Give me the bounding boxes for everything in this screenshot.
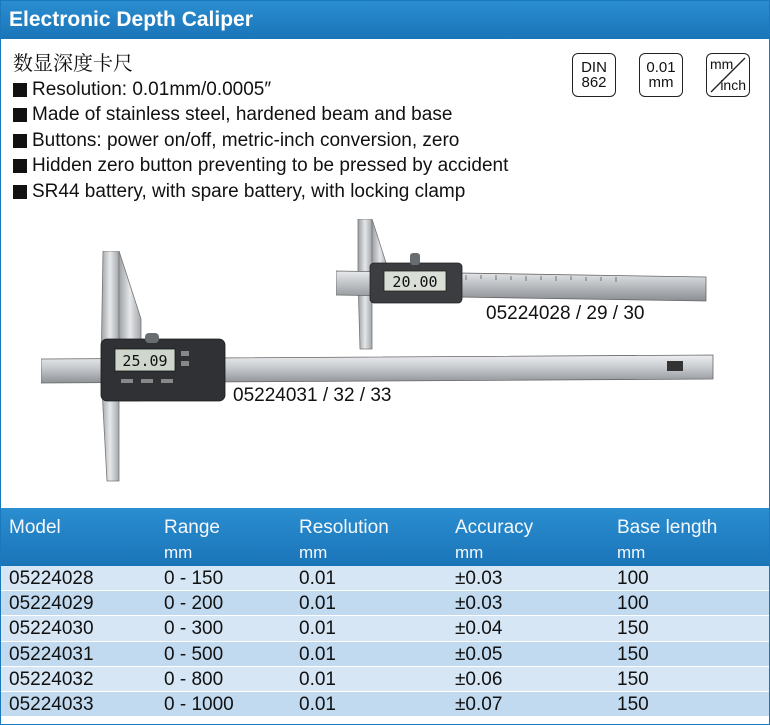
feature-item [13,77,508,103]
page-title: Electronic Depth Caliper [9,8,253,31]
column-header: Accuracy [455,517,534,538]
cell-base-length: 100 [617,568,649,589]
column-unit: mm [299,543,328,562]
feature-text: Buttons: power on/off, metric-inch conversion, zero [32,129,460,151]
title-bar [1,1,769,39]
column-header: Base length [617,517,718,538]
table-header [1,508,769,566]
large-caliper-display: 25.09 [122,352,168,370]
column-header: Resolution [299,517,389,538]
cell-accuracy: ±0.03 [455,568,503,589]
feature-item [13,103,508,129]
cell-resolution: 0.01 [299,568,336,589]
cell-accuracy: ±0.04 [455,618,503,640]
table-row [1,591,769,616]
feature-item [13,154,508,180]
cell-accuracy: ±0.05 [455,643,503,665]
din-badge-top: DIN [581,59,607,76]
square-bullet-icon [13,159,27,173]
cell-range: 0 - 800 [164,668,224,690]
din-862-badge [572,53,616,97]
cell-base-length: 100 [617,593,649,615]
small-caliper-display: 20.00 [392,273,438,291]
feature-text: Made of stainless steel, hardened beam and base [32,104,453,126]
table-row [1,616,769,641]
din-badge-bottom: 862 [581,74,607,91]
cell-base-length: 150 [617,668,649,690]
cell-base-length: 150 [617,693,649,715]
feature-text: Hidden zero button preventing to be pressed by accident [32,155,509,177]
cell-resolution: 0.01 [299,593,336,615]
cell-range: 0 - 1000 [164,693,234,715]
cell-resolution: 0.01 [299,618,336,640]
table-row [1,692,769,717]
table-body [1,566,769,717]
feature-text: Resolution: 0.01mm/0.0005″ [32,78,272,100]
conv-badge-bottom: inch [720,77,746,93]
cell-resolution: 0.01 [299,643,336,665]
table-row [1,642,769,667]
square-bullet-icon [13,83,27,97]
column-unit: mm [617,543,646,562]
cell-accuracy: ±0.03 [455,593,503,615]
column-header: Model [9,517,61,538]
column-header: Range [164,517,220,538]
spec-table [1,508,769,724]
resolution-badge-bottom: mm [648,74,674,91]
square-bullet-icon [13,185,27,199]
cell-model: 05224028 [9,568,94,589]
cell-resolution: 0.01 [299,693,336,715]
feature-item [13,179,508,205]
cell-range: 0 - 300 [164,618,224,640]
mm-inch-badge [706,53,750,97]
cell-range: 0 - 200 [164,593,224,615]
chinese-subtitle: 数显深度卡尺 [13,51,133,75]
table-row [1,667,769,692]
cell-model: 05224030 [9,618,94,640]
cell-model: 05224029 [9,593,94,615]
cell-model: 05224031 [9,643,94,665]
feature-list [13,77,508,205]
large-depth-caliper-image [41,251,717,491]
cell-model: 05224033 [9,693,94,715]
resolution-badge-top: 0.01 [646,59,676,76]
conv-badge-top: mm [710,56,734,72]
table-row [1,566,769,591]
column-unit: mm [164,543,193,562]
square-bullet-icon [13,134,27,148]
cell-range: 0 - 500 [164,643,224,665]
resolution-badge [639,53,683,97]
cell-base-length: 150 [617,618,649,640]
column-unit: mm [455,543,484,562]
feature-text: SR44 battery, with spare battery, with locking clamp [32,180,466,202]
cell-accuracy: ±0.07 [455,693,503,715]
cell-base-length: 150 [617,643,649,665]
feature-item [13,128,508,154]
cell-model: 05224032 [9,668,94,690]
cell-range: 0 - 150 [164,568,224,589]
small-caliper-model-label: 05224028 / 29 / 30 [486,303,645,324]
square-bullet-icon [13,108,27,122]
large-caliper-model-label: 05224031 / 32 / 33 [233,385,392,406]
cell-resolution: 0.01 [299,668,336,690]
cell-accuracy: ±0.06 [455,668,503,690]
